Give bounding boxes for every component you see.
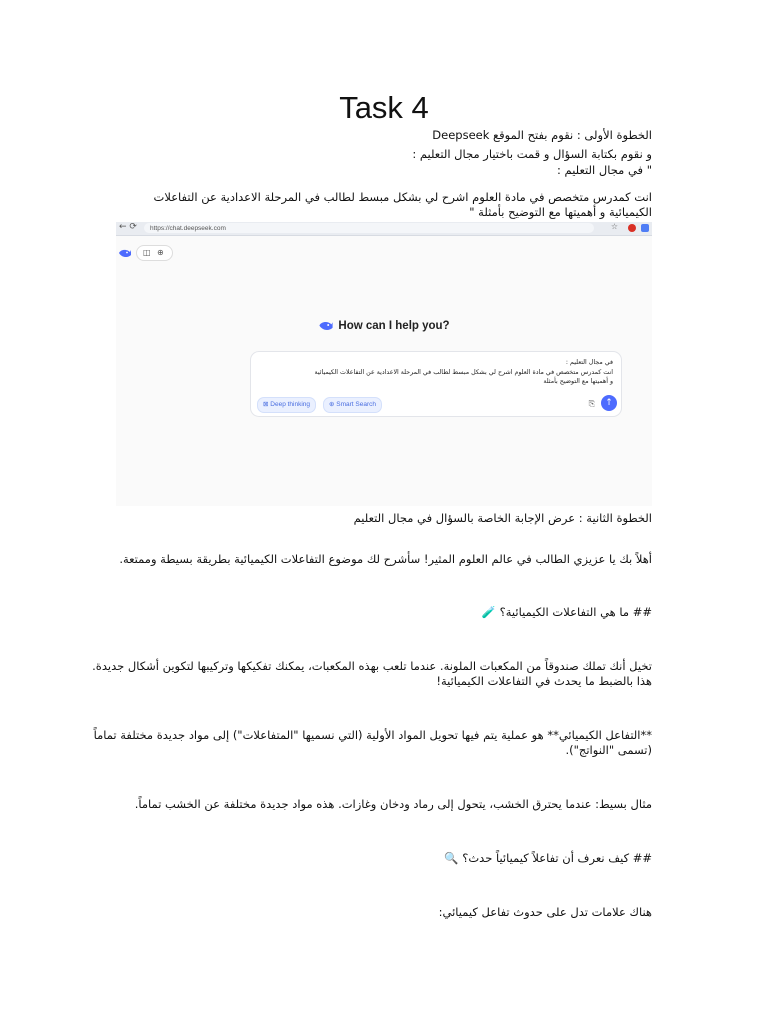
star-icon: ☆ [610, 222, 618, 231]
reload-icon: ← ⟳ [119, 222, 137, 232]
paragraph-definition: **التفاعل الكيميائي** هو عملية يتم فيها تحويل المواد الأولية (التي نسميها "المتفاعلات") إلى مواد جديدة مختلفة تماماً (تسمى "النواتج"). [93, 728, 652, 757]
sidebar-controls [136, 245, 173, 261]
document-title: Task 4 [339, 90, 429, 125]
answer-intro: أهلاً بك يا عزيزي الطالب في عالم العلوم المثير! سأشرح لك موضوع التفاعلات الكيميائية بطريقة بسيطة وممتعة. [119, 552, 652, 566]
greeting-text: How can I help you? [338, 320, 450, 332]
whale-logo-icon [318, 320, 334, 331]
step2: الخطوة الثانية : عرض الإجابة الخاصة بالسؤال في مجال التعليم [353, 511, 652, 525]
step1-line3: " في مجال التعليم : [557, 163, 652, 177]
chat-line: في مجال التعليم : [565, 359, 613, 366]
deep-thinking-chip: ⊠ Deep thinking [257, 397, 316, 413]
heading-what-are-reactions: ## ما هي التفاعلات الكيميائية؟ 🧪 [481, 605, 652, 619]
sidebar-icon: ◫ [143, 248, 151, 257]
browser-url-bar [116, 222, 652, 236]
greeting [116, 320, 652, 332]
step1-line1: الخطوة الأولى : نقوم بفتح الموقع Deepseek [432, 128, 652, 142]
shield-icon [641, 224, 649, 232]
extension-icon [628, 224, 636, 232]
new-chat-icon: ⊕ [157, 248, 164, 257]
paragraph-blocks-analogy: تخيل أنك تملك صندوقاً من المكعبات الملونة. عندما تلعب بهذه المكعبات، يمكنك تفكيكها وتركيبها لتكوين أشكال جديدة. هذا بالضبط ما يحدث في التفاعلات الكيميائية! [92, 659, 652, 688]
url-text: https://chat.deepseek.com [150, 225, 226, 232]
paragraph-signs: هناك علامات تدل على حدوث تفاعل كيميائي: [438, 905, 652, 919]
attach-icon: ⎘ [588, 399, 595, 408]
prompt-text: انت كمدرس متخصص في مادة العلوم اشرح لي بشكل مبسط لطالب في المرحلة الاعدادية عن التفاعلات الكيميائية و أهميتها مع التوضيح بأمثلة " [153, 190, 652, 219]
step1-line2: و نقوم بكتابة السؤال و قمت باختيار مجال التعليم : [412, 147, 652, 161]
send-arrow-icon: ↑ [601, 395, 617, 411]
paragraph-example: مثال بسيط: عندما يحترق الخشب، يتحول إلى رماد ودخان وغازات. هذه مواد جديدة مختلفة عن الخشب تماماً. [134, 797, 652, 811]
chat-input-box [250, 351, 622, 417]
deepseek-screenshot [116, 222, 652, 506]
whale-logo-icon [118, 248, 132, 258]
heading-how-to-know: ## كيف نعرف أن تفاعلاً كيميائياً حدث؟ 🔍 [444, 851, 652, 865]
smart-search-chip: ⊕ Smart Search [323, 397, 382, 413]
chat-line: و أهميتها مع التوضيح بأمثلة [543, 378, 613, 385]
chat-line: انت كمدرس متخصص في مادة العلوم اشرح لي بشكل مبسط لطالب في المرحلة الاعدادية عن التفاعلات الكيميائية [314, 368, 613, 376]
chat-input-text [257, 358, 613, 387]
